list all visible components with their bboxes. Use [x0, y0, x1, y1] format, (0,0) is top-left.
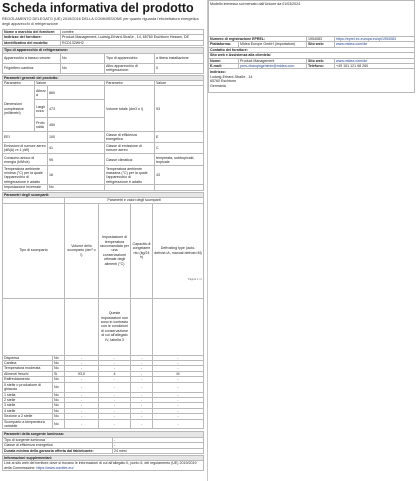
- email-link[interactable]: pnrs-zhaoqingzhimin@midea.com: [239, 64, 307, 69]
- column-header: Valore: [35, 81, 105, 86]
- table-cell: No: [61, 63, 105, 73]
- supplier-address-label: Indirizzo del fornitore:: [3, 35, 61, 40]
- address-line: Ludwig-Erhard-Straße , 14: [210, 74, 253, 79]
- address-cell: [209, 69, 415, 93]
- table-cell: -: [65, 382, 99, 392]
- table-cell: -: [153, 366, 204, 371]
- info-table: [2, 455, 204, 471]
- table-cell: 3 stelle: [3, 403, 53, 408]
- phone-label: Telefono:: [307, 64, 335, 69]
- table-cell: 100: [48, 132, 105, 143]
- table-cell: [155, 185, 204, 190]
- table-cell: Temperatura ambiente minima (°C) per la quale l'apparecchio di refrigerazione è adatto: [3, 166, 48, 185]
- dimension-value: 473: [48, 100, 105, 118]
- eprel-value: 1954083: [307, 37, 335, 42]
- type-table: [2, 47, 204, 73]
- table-cell: Consumo annuo di energia (kWh/a): [3, 154, 48, 166]
- table-cell: -: [131, 408, 153, 413]
- table-cell: -: [99, 392, 131, 397]
- table-cell: No: [53, 403, 65, 408]
- table-cell: Frigorifero cantina:: [3, 63, 61, 73]
- table-cell: -: [99, 361, 131, 366]
- volume-value: 93: [155, 86, 204, 132]
- table-cell: -: [99, 419, 131, 429]
- table-cell: -: [113, 443, 204, 448]
- page-title: Scheda informativa del prodotto: [2, 1, 194, 15]
- table-cell: -: [131, 355, 153, 360]
- table-row: [3, 132, 204, 143]
- table-cell: 4 stelle: [3, 408, 53, 413]
- table-cell: Dispensa: [3, 355, 53, 360]
- table-cell: -: [65, 366, 99, 371]
- table-cell: -: [131, 382, 153, 392]
- model-label: Identificativo del modello:: [3, 40, 61, 45]
- table-row: [3, 185, 204, 190]
- table-cell: -: [99, 355, 131, 360]
- table-row: [3, 40, 204, 45]
- supplier-website-link[interactable]: https://www.comfee.eu/: [36, 465, 74, 470]
- column-header: Capacità di congelamento (kg/24 h): [131, 203, 153, 298]
- table-cell: No: [53, 382, 65, 392]
- supplier-name-value: comfee: [61, 30, 204, 35]
- table-header-row: [3, 203, 204, 298]
- light-section-header: Parametri della sorgente luminosa:: [3, 432, 204, 437]
- supplier-name-label: Nome o marchio del fornitore:: [3, 30, 61, 35]
- table-cell: -: [131, 361, 153, 366]
- table-cell: -: [153, 408, 204, 413]
- supplier-table: [2, 29, 204, 46]
- table-cell: Impostazione invernale: [3, 185, 48, 190]
- column-header: Parametro: [105, 81, 155, 86]
- column-header: Defrosting type (auto-defrost=A, manual defrost=M): [153, 203, 204, 298]
- dimension-name: Profondità: [35, 118, 48, 132]
- warranty-label: Durata minima della garanzia offerta dal fabbricante:: [3, 448, 113, 453]
- table-cell: Scomparto a temperatura variabile: [3, 419, 53, 429]
- table-cell: No: [53, 355, 65, 360]
- table-row: [3, 448, 204, 453]
- table-cell: -: [131, 366, 153, 371]
- platform-site-link[interactable]: www.midea.com/de: [335, 42, 415, 47]
- compartment-group-header: Parametri e valori degli scomparti: [65, 198, 204, 203]
- table-cell: -: [153, 361, 204, 366]
- left-column: [2, 29, 204, 471]
- address-label: Indirizzo:: [210, 70, 226, 75]
- eprel-label: Numero di registrazione EPREL:: [209, 37, 307, 42]
- dimension-value: 450: [48, 118, 105, 132]
- compartment-section-header: Parametri degli scomparti:: [3, 192, 204, 197]
- table-cell: a libera installazione: [155, 53, 204, 63]
- table-row: [3, 166, 204, 185]
- right-column: [207, 0, 415, 481]
- info-text: Link al sito web del fornitore dove si trovano le informazioni di cui all'allegato II, punto 6, del regolamento (UE) 2019/2019 della Commissione:: [4, 461, 197, 470]
- contact-header: Contatto del fornitore:: [209, 47, 415, 52]
- table-cell: -: [131, 397, 153, 402]
- table-cell: -: [153, 382, 204, 392]
- table-cell: No: [61, 53, 105, 63]
- address-line: Germania: [210, 83, 226, 88]
- light-source-table: [2, 431, 204, 454]
- contact-name-value: Product Management: [239, 58, 307, 63]
- column-header: Impostazione di temperatura raccomandata per una conservazione ottimale degli alimenti (°C): [99, 203, 131, 298]
- table-cell: No: [53, 361, 65, 366]
- table-cell: -: [99, 414, 131, 419]
- table-cell: 4: [99, 371, 131, 376]
- table-cell: 41: [48, 143, 105, 154]
- table-row: [3, 154, 204, 166]
- table-cell: 0 stelle o produzione di ghiaccio: [3, 382, 53, 392]
- email-label: E-mail:: [209, 64, 239, 69]
- table-cell: Classe di efficienza energetica: [3, 443, 113, 448]
- table-cell: C: [155, 143, 204, 154]
- contact-site-label: Sito web:: [307, 58, 335, 63]
- table-row: [3, 53, 204, 63]
- address-line: 65760 Eschborn: [210, 79, 237, 84]
- contact-site-link[interactable]: www.midea.com/de: [335, 58, 415, 63]
- table-row: [3, 63, 204, 73]
- table-cell: -: [65, 355, 99, 360]
- table-row: [3, 382, 204, 392]
- table-cell: -: [153, 414, 204, 419]
- volume-label: Volume totale (dm3 o l): [105, 86, 155, 132]
- table-cell: No: [53, 377, 65, 382]
- table-cell: [153, 298, 204, 355]
- table-cell: -: [131, 392, 153, 397]
- table-cell: No: [53, 397, 65, 402]
- market-date-note: Modello immesso sul mercato dall'Unione da 01/03/2024: [209, 1, 415, 37]
- table-cell: No: [53, 419, 65, 429]
- table-cell: -: [153, 403, 204, 408]
- table-cell: 43: [155, 166, 204, 185]
- table-cell: Alimenti freschi: [3, 371, 53, 376]
- registration-table: [208, 0, 415, 93]
- eprel-link[interactable]: https://eprel.ec.europa.eu/qr/1954083: [335, 37, 415, 42]
- dimension-name: Altezza: [35, 86, 48, 100]
- compartments-table: [2, 192, 204, 430]
- table-cell: -: [153, 392, 204, 397]
- table-cell: -: [131, 414, 153, 419]
- table-cell: Raffreddamento: [3, 377, 53, 382]
- table-cell: [65, 298, 99, 355]
- table-cell: -: [99, 408, 131, 413]
- table-cell: -: [131, 371, 153, 376]
- table-cell: No: [53, 392, 65, 397]
- table-cell: 95: [48, 154, 105, 166]
- phone-value: +49 151 121 98 260: [335, 64, 415, 69]
- table-row: [3, 86, 204, 100]
- page-subtitle: REGOLAMENTO DELEGATO (UE) 2019/2016 DELLA COMMISSIONE per quanto riguarda l'etichettatura energetica degli apparecchi di refrigerazione: [2, 17, 199, 26]
- supplier-address-value: Product Management, Ludwig-Erhard-Straße , 14, 65760 Eschborn Hessen, DE: [61, 35, 204, 40]
- column-header: Tipo di scomparto: [3, 203, 65, 298]
- table-cell: [131, 298, 153, 355]
- table-cell: [3, 298, 65, 355]
- table-row: [3, 35, 204, 40]
- table-cell: Tipo di sorgente luminosa: [3, 437, 113, 442]
- dimensions-label: Dimensioni complessive (millimetri): [3, 86, 35, 132]
- site-label: Sito web:: [307, 42, 335, 47]
- contact-name-label: Nome:: [209, 58, 239, 63]
- table-cell: Temperatura moderata: [3, 366, 53, 371]
- table-cell: Classe di efficienza energetica: [105, 132, 155, 143]
- table-cell: Classe climatica:: [105, 154, 155, 166]
- type-section-header: Tipo di apparecchio di refrigerazione:: [3, 48, 204, 53]
- info-section-header: Informazioni supplementari:: [3, 455, 204, 460]
- table-cell: temperata, subtropicale, tropicale: [155, 154, 204, 166]
- table-cell: -: [65, 397, 99, 402]
- table-cell: 93,0: [65, 371, 99, 376]
- table-cell: Classe di emissione di rumore aereo: [105, 143, 155, 154]
- page-number: Pagina 1 / 2: [188, 278, 202, 281]
- table-cell: -: [65, 414, 99, 419]
- model-value: RCD132WH2: [61, 40, 204, 45]
- table-cell: No: [53, 366, 65, 371]
- table-cell: No: [53, 414, 65, 419]
- table-cell: 2 stelle: [3, 397, 53, 402]
- table-cell: Altro apparecchio di refrigerazione:: [105, 63, 155, 73]
- table-cell: -: [99, 403, 131, 408]
- table-cell: -: [113, 437, 204, 442]
- table-cell: -: [65, 361, 99, 366]
- table-cell: E: [155, 132, 204, 143]
- dimension-name: Larghezza: [35, 100, 48, 118]
- table-cell: -: [153, 397, 204, 402]
- table-row: [3, 419, 204, 429]
- table-cell: Emissioni di rumore aereo (dB(A) re 1 pW): [4, 144, 46, 153]
- table-cell: -: [131, 419, 153, 429]
- table-cell: No: [53, 408, 65, 413]
- column-header: Volume dello scomparto (dm³ o l): [65, 203, 99, 298]
- table-cell: EEI: [3, 132, 48, 143]
- info-text-cell: [3, 461, 204, 471]
- table-cell: -: [65, 377, 99, 382]
- table-cell: -: [99, 382, 131, 392]
- table-row: [3, 143, 204, 154]
- table-cell: 16: [48, 166, 105, 185]
- general-section-header: Parametri generali del prodotto:: [3, 75, 204, 80]
- table-cell: -: [65, 392, 99, 397]
- table-cell: M: [153, 371, 204, 376]
- platform-value: Midea Europe GmbH (importatore): [239, 42, 307, 47]
- table-cell: Si: [53, 371, 65, 376]
- table-cell: Sezione a 2 stelle: [3, 414, 53, 419]
- table-cell: -: [153, 377, 204, 382]
- table-cell: -: [65, 408, 99, 413]
- table-cell: Cantina: [3, 361, 53, 366]
- table-cell: -: [99, 377, 131, 382]
- general-params-table: [2, 75, 204, 191]
- contact-subheader: Sito web e Assistenza alla clientela:: [209, 53, 415, 58]
- table-cell: -: [153, 419, 204, 429]
- table-cell: -: [153, 355, 204, 360]
- dimension-value: 860: [48, 86, 105, 100]
- table-cell: 1 stella: [3, 392, 53, 397]
- warranty-value: 24 mesi: [113, 448, 204, 453]
- table-cell: 0: [155, 63, 204, 73]
- compartment-note: Queste impostazioni non sono in contrasto con le condizioni di conservazione di cui all'allegato IV, tabella 3: [99, 298, 131, 355]
- table-cell: No: [48, 185, 105, 190]
- table-cell: -: [99, 397, 131, 402]
- table-cell: -: [99, 366, 131, 371]
- table-cell: -: [131, 377, 153, 382]
- table-cell: -: [65, 419, 99, 429]
- table-cell: Temperatura ambiente massima (°C) per la quale l'apparecchio di refrigerazione è adatto: [105, 166, 155, 185]
- column-header: Valore: [155, 81, 204, 86]
- platform-label: Piattaforma:: [209, 42, 239, 47]
- column-header: Parametro: [3, 81, 35, 86]
- table-cell: -: [65, 403, 99, 408]
- table-cell: [105, 185, 155, 190]
- table-cell: Tipo di apparecchio:: [105, 53, 155, 63]
- table-cell: Apparecchio a basso rumore:: [3, 53, 61, 63]
- table-cell: -: [131, 403, 153, 408]
